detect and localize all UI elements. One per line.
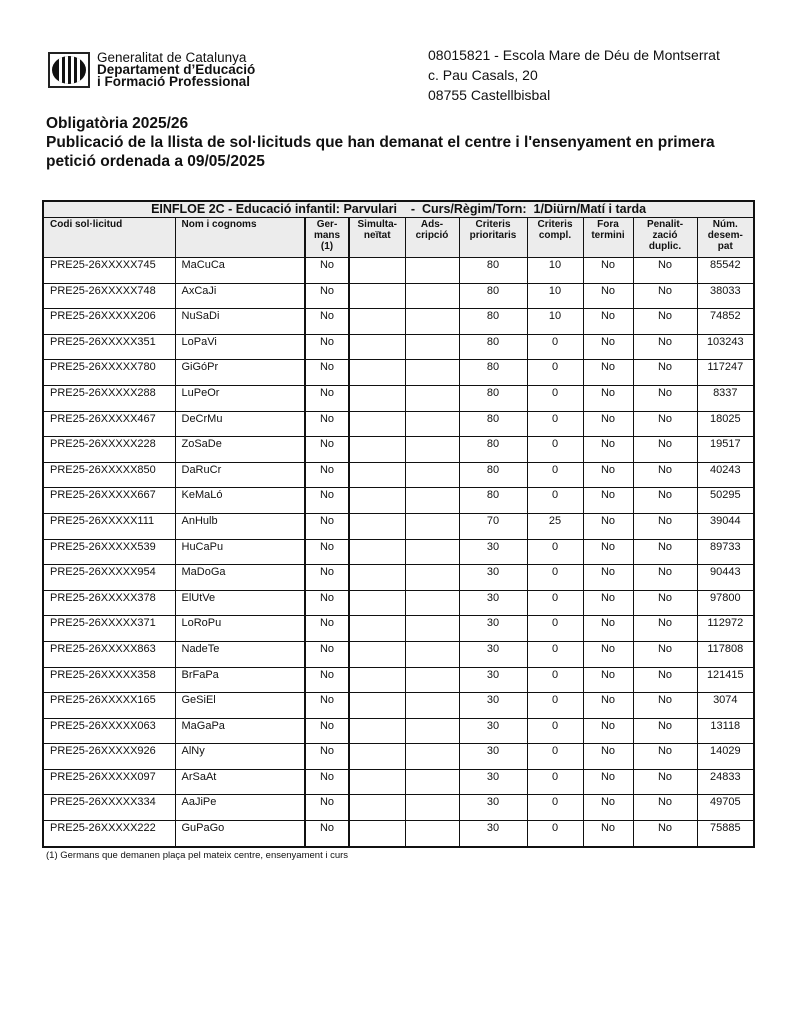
cell-germans: No <box>305 385 349 411</box>
cell-germans: No <box>305 488 349 514</box>
cell-codi: PRE25-26XXXXX748 <box>43 283 175 309</box>
cell-criteris-prioritaris: 70 <box>459 513 527 539</box>
cell-criteris-compl: 0 <box>527 437 583 463</box>
group-title: EINFLOE 2C - Educació infantil: Parvulari - Curs/Règim/Torn: 1/Diürn/Matí i tarda <box>43 201 754 218</box>
cell-penalitzacio: No <box>633 513 697 539</box>
cell-criteris-prioritaris: 30 <box>459 565 527 591</box>
table-row <box>43 718 754 744</box>
cell-criteris-compl: 10 <box>527 309 583 335</box>
cell-penalitzacio: No <box>633 821 697 847</box>
cell-adscripcio <box>405 283 459 309</box>
cell-germans: No <box>305 258 349 284</box>
cell-germans: No <box>305 437 349 463</box>
cell-adscripcio <box>405 693 459 719</box>
title-line-1: Obligatòria 2025/26 <box>46 115 189 132</box>
applications-table <box>42 200 755 848</box>
cell-germans: No <box>305 283 349 309</box>
cell-criteris-compl: 0 <box>527 334 583 360</box>
table-row <box>43 258 754 284</box>
cell-simultaneitat <box>349 616 405 642</box>
cell-codi: PRE25-26XXXXX667 <box>43 488 175 514</box>
cell-simultaneitat <box>349 258 405 284</box>
cell-num-desempat: 38033 <box>697 283 754 309</box>
cell-germans: No <box>305 539 349 565</box>
cell-criteris-prioritaris: 30 <box>459 769 527 795</box>
cell-penalitzacio: No <box>633 565 697 591</box>
cell-penalitzacio: No <box>633 334 697 360</box>
cell-adscripcio <box>405 437 459 463</box>
cell-codi: PRE25-26XXXXX371 <box>43 616 175 642</box>
cell-nom: GiGóPr <box>175 360 305 386</box>
cell-germans: No <box>305 795 349 821</box>
cell-criteris-prioritaris: 80 <box>459 411 527 437</box>
cell-fora-termini: No <box>583 437 633 463</box>
cell-penalitzacio: No <box>633 437 697 463</box>
cell-adscripcio <box>405 667 459 693</box>
column-header-fora-termini: Fora termini <box>583 218 633 258</box>
cell-codi: PRE25-26XXXXX745 <box>43 258 175 284</box>
cell-fora-termini: No <box>583 539 633 565</box>
cell-num-desempat: 13118 <box>697 718 754 744</box>
cell-codi: PRE25-26XXXXX165 <box>43 693 175 719</box>
cell-germans: No <box>305 462 349 488</box>
cell-nom: DeCrMu <box>175 411 305 437</box>
cell-nom: BrFaPa <box>175 667 305 693</box>
cell-fora-termini: No <box>583 641 633 667</box>
cell-criteris-compl: 0 <box>527 667 583 693</box>
cell-adscripcio <box>405 462 459 488</box>
cell-fora-termini: No <box>583 565 633 591</box>
cell-criteris-prioritaris: 80 <box>459 385 527 411</box>
cell-nom: AnHulb <box>175 513 305 539</box>
table-row <box>43 667 754 693</box>
cell-nom: LuPeOr <box>175 385 305 411</box>
cell-criteris-compl: 0 <box>527 821 583 847</box>
cell-fora-termini: No <box>583 309 633 335</box>
cell-germans: No <box>305 360 349 386</box>
cell-nom: GeSiEl <box>175 693 305 719</box>
table-row <box>43 693 754 719</box>
cell-fora-termini: No <box>583 283 633 309</box>
table-row <box>43 539 754 565</box>
cell-criteris-prioritaris: 30 <box>459 795 527 821</box>
table-row <box>43 309 754 335</box>
column-header-num-desempat: Núm. desem- pat <box>697 218 754 258</box>
column-header-simultaneitat: Simulta- neïtat <box>349 218 405 258</box>
cell-num-desempat: 3074 <box>697 693 754 719</box>
cell-criteris-prioritaris: 80 <box>459 309 527 335</box>
cell-penalitzacio: No <box>633 411 697 437</box>
cell-adscripcio <box>405 795 459 821</box>
cell-codi: PRE25-26XXXXX926 <box>43 744 175 770</box>
cell-criteris-prioritaris: 80 <box>459 258 527 284</box>
cell-penalitzacio: No <box>633 667 697 693</box>
cell-codi: PRE25-26XXXXX228 <box>43 437 175 463</box>
cell-adscripcio <box>405 258 459 284</box>
cell-adscripcio <box>405 385 459 411</box>
cell-fora-termini: No <box>583 821 633 847</box>
cell-germans: No <box>305 693 349 719</box>
cell-fora-termini: No <box>583 795 633 821</box>
table-row <box>43 769 754 795</box>
cell-criteris-prioritaris: 30 <box>459 641 527 667</box>
cell-germans: No <box>305 309 349 335</box>
cell-nom: NuSaDi <box>175 309 305 335</box>
school-street: c. Pau Casals, 20 <box>428 67 538 83</box>
cell-adscripcio <box>405 309 459 335</box>
cell-codi: PRE25-26XXXXX111 <box>43 513 175 539</box>
table-row <box>43 488 754 514</box>
cell-num-desempat: 90443 <box>697 565 754 591</box>
column-header-adscripcio: Ads- cripció <box>405 218 459 258</box>
cell-criteris-compl: 10 <box>527 258 583 284</box>
table-row <box>43 590 754 616</box>
cell-criteris-prioritaris: 80 <box>459 437 527 463</box>
cell-criteris-compl: 0 <box>527 693 583 719</box>
cell-penalitzacio: No <box>633 590 697 616</box>
cell-simultaneitat <box>349 309 405 335</box>
generalitat-logo <box>48 52 255 88</box>
cell-simultaneitat <box>349 513 405 539</box>
cell-simultaneitat <box>349 488 405 514</box>
cell-penalitzacio: No <box>633 641 697 667</box>
cell-germans: No <box>305 590 349 616</box>
cell-simultaneitat <box>349 590 405 616</box>
table-row <box>43 411 754 437</box>
cell-germans: No <box>305 565 349 591</box>
cell-adscripcio <box>405 821 459 847</box>
cell-simultaneitat <box>349 437 405 463</box>
cell-nom: MaGaPa <box>175 718 305 744</box>
applications-table-container <box>42 200 753 848</box>
cell-criteris-compl: 0 <box>527 565 583 591</box>
cell-penalitzacio: No <box>633 718 697 744</box>
cell-adscripcio <box>405 411 459 437</box>
cell-num-desempat: 85542 <box>697 258 754 284</box>
cell-num-desempat: 14029 <box>697 744 754 770</box>
cell-num-desempat: 75885 <box>697 821 754 847</box>
cell-criteris-prioritaris: 80 <box>459 360 527 386</box>
table-row <box>43 283 754 309</box>
cell-nom: ArSaAt <box>175 769 305 795</box>
school-address <box>428 45 720 105</box>
cell-fora-termini: No <box>583 513 633 539</box>
cell-simultaneitat <box>349 411 405 437</box>
cell-criteris-prioritaris: 30 <box>459 539 527 565</box>
cell-criteris-compl: 0 <box>527 795 583 821</box>
cell-criteris-compl: 25 <box>527 513 583 539</box>
cell-num-desempat: 97800 <box>697 590 754 616</box>
cell-codi: PRE25-26XXXXX954 <box>43 565 175 591</box>
cell-simultaneitat <box>349 283 405 309</box>
cell-num-desempat: 89733 <box>697 539 754 565</box>
column-header-criteris-prioritaris: Criteris prioritaris <box>459 218 527 258</box>
table-row <box>43 616 754 642</box>
logo-line-1: Generalitat de Catalunya <box>97 50 247 65</box>
cell-fora-termini: No <box>583 334 633 360</box>
cell-germans: No <box>305 821 349 847</box>
cell-simultaneitat <box>349 718 405 744</box>
cell-criteris-compl: 0 <box>527 539 583 565</box>
cell-codi: PRE25-26XXXXX351 <box>43 334 175 360</box>
column-header-germans: Ger- mans (1) <box>305 218 349 258</box>
cell-criteris-prioritaris: 80 <box>459 488 527 514</box>
cell-penalitzacio: No <box>633 462 697 488</box>
cell-criteris-prioritaris: 80 <box>459 462 527 488</box>
cell-adscripcio <box>405 513 459 539</box>
cell-germans: No <box>305 513 349 539</box>
cell-fora-termini: No <box>583 769 633 795</box>
cell-codi: PRE25-26XXXXX222 <box>43 821 175 847</box>
cell-num-desempat: 18025 <box>697 411 754 437</box>
cell-adscripcio <box>405 718 459 744</box>
footnote: (1) Germans que demanen plaça pel mateix centre, ensenyament i curs <box>46 850 349 861</box>
cell-simultaneitat <box>349 693 405 719</box>
cell-num-desempat: 39044 <box>697 513 754 539</box>
cell-criteris-prioritaris: 30 <box>459 821 527 847</box>
cell-penalitzacio: No <box>633 360 697 386</box>
cell-simultaneitat <box>349 744 405 770</box>
cell-nom: NadeTe <box>175 641 305 667</box>
cell-fora-termini: No <box>583 360 633 386</box>
cell-criteris-prioritaris: 30 <box>459 590 527 616</box>
cell-fora-termini: No <box>583 667 633 693</box>
cell-criteris-compl: 10 <box>527 283 583 309</box>
cell-num-desempat: 74852 <box>697 309 754 335</box>
cell-codi: PRE25-26XXXXX780 <box>43 360 175 386</box>
cell-num-desempat: 24833 <box>697 769 754 795</box>
cell-simultaneitat <box>349 334 405 360</box>
cell-codi: PRE25-26XXXXX097 <box>43 769 175 795</box>
cell-fora-termini: No <box>583 718 633 744</box>
cell-num-desempat: 103243 <box>697 334 754 360</box>
table-row <box>43 360 754 386</box>
cell-codi: PRE25-26XXXXX863 <box>43 641 175 667</box>
cell-criteris-compl: 0 <box>527 411 583 437</box>
cell-penalitzacio: No <box>633 616 697 642</box>
cell-penalitzacio: No <box>633 693 697 719</box>
cell-adscripcio <box>405 641 459 667</box>
cell-fora-termini: No <box>583 693 633 719</box>
cell-num-desempat: 121415 <box>697 667 754 693</box>
column-header-nom: Nom i cognoms <box>175 218 305 258</box>
cell-fora-termini: No <box>583 411 633 437</box>
cell-germans: No <box>305 769 349 795</box>
column-header-criteris-compl: Criteris compl. <box>527 218 583 258</box>
cell-penalitzacio: No <box>633 283 697 309</box>
table-row <box>43 821 754 847</box>
cell-germans: No <box>305 616 349 642</box>
cell-nom: LoPaVi <box>175 334 305 360</box>
cell-simultaneitat <box>349 641 405 667</box>
cell-nom: DaRuCr <box>175 462 305 488</box>
cell-adscripcio <box>405 539 459 565</box>
cell-fora-termini: No <box>583 258 633 284</box>
table-row <box>43 744 754 770</box>
cell-nom: MaDoGa <box>175 565 305 591</box>
cell-criteris-compl: 0 <box>527 360 583 386</box>
table-row <box>43 513 754 539</box>
table-row <box>43 641 754 667</box>
cell-num-desempat: 8337 <box>697 385 754 411</box>
column-header-penalitzacio: Penalit- zació duplic. <box>633 218 697 258</box>
cell-criteris-prioritaris: 30 <box>459 744 527 770</box>
cell-penalitzacio: No <box>633 795 697 821</box>
cell-germans: No <box>305 718 349 744</box>
cell-criteris-compl: 0 <box>527 718 583 744</box>
cell-criteris-compl: 0 <box>527 385 583 411</box>
cell-codi: PRE25-26XXXXX378 <box>43 590 175 616</box>
cell-simultaneitat <box>349 667 405 693</box>
table-row <box>43 795 754 821</box>
table-row <box>43 462 754 488</box>
table-row <box>43 565 754 591</box>
cell-criteris-compl: 0 <box>527 641 583 667</box>
cell-nom: ZoSaDe <box>175 437 305 463</box>
cell-num-desempat: 50295 <box>697 488 754 514</box>
cell-adscripcio <box>405 334 459 360</box>
column-header-codi: Codi sol·licitud <box>43 218 175 258</box>
cell-criteris-prioritaris: 30 <box>459 667 527 693</box>
cell-fora-termini: No <box>583 744 633 770</box>
cell-penalitzacio: No <box>633 744 697 770</box>
table-row <box>43 437 754 463</box>
cell-germans: No <box>305 667 349 693</box>
cell-fora-termini: No <box>583 616 633 642</box>
title-line-2: Publicació de la llista de sol·licituds que han demanat el centre i l'ensenyament en primera <box>46 134 715 151</box>
cell-fora-termini: No <box>583 385 633 411</box>
cell-penalitzacio: No <box>633 769 697 795</box>
table-body <box>43 258 754 847</box>
cell-num-desempat: 40243 <box>697 462 754 488</box>
cell-nom: HuCaPu <box>175 539 305 565</box>
cell-criteris-prioritaris: 30 <box>459 616 527 642</box>
cell-adscripcio <box>405 488 459 514</box>
cell-penalitzacio: No <box>633 309 697 335</box>
cell-fora-termini: No <box>583 590 633 616</box>
cell-num-desempat: 117247 <box>697 360 754 386</box>
cell-simultaneitat <box>349 565 405 591</box>
title-line-3: petició ordenada a 09/05/2025 <box>46 153 265 170</box>
cell-nom: GuPaGo <box>175 821 305 847</box>
cell-nom: MaCuCa <box>175 258 305 284</box>
cell-germans: No <box>305 334 349 360</box>
table-row <box>43 385 754 411</box>
cell-nom: AaJiPe <box>175 795 305 821</box>
cell-criteris-compl: 0 <box>527 744 583 770</box>
cell-criteris-compl: 0 <box>527 590 583 616</box>
cell-penalitzacio: No <box>633 258 697 284</box>
school-name: 08015821 - Escola Mare de Déu de Montserrat <box>428 47 720 63</box>
cell-nom: AxCaJi <box>175 283 305 309</box>
cell-adscripcio <box>405 590 459 616</box>
cell-simultaneitat <box>349 769 405 795</box>
cell-codi: PRE25-26XXXXX288 <box>43 385 175 411</box>
cell-num-desempat: 19517 <box>697 437 754 463</box>
cell-germans: No <box>305 744 349 770</box>
cell-codi: PRE25-26XXXXX358 <box>43 667 175 693</box>
school-city: 08755 Castellbisbal <box>428 87 551 103</box>
cell-criteris-prioritaris: 30 <box>459 718 527 744</box>
cell-criteris-compl: 0 <box>527 616 583 642</box>
cell-fora-termini: No <box>583 488 633 514</box>
cell-germans: No <box>305 411 349 437</box>
header-row <box>43 218 754 258</box>
cell-adscripcio <box>405 769 459 795</box>
cell-criteris-compl: 0 <box>527 488 583 514</box>
cell-num-desempat: 117808 <box>697 641 754 667</box>
document-title <box>46 114 715 171</box>
cell-adscripcio <box>405 744 459 770</box>
logo-line-2: Departament d’Educació <box>97 62 256 77</box>
cell-simultaneitat <box>349 539 405 565</box>
cell-codi: PRE25-26XXXXX334 <box>43 795 175 821</box>
table-row <box>43 334 754 360</box>
cell-criteris-prioritaris: 30 <box>459 693 527 719</box>
logo-line-3: i Formació Professional <box>97 74 251 89</box>
cell-nom: LoRoPu <box>175 616 305 642</box>
cell-simultaneitat <box>349 360 405 386</box>
cell-penalitzacio: No <box>633 385 697 411</box>
cell-criteris-compl: 0 <box>527 769 583 795</box>
logo-text <box>97 52 255 88</box>
cell-codi: PRE25-26XXXXX850 <box>43 462 175 488</box>
cell-simultaneitat <box>349 385 405 411</box>
cell-simultaneitat <box>349 462 405 488</box>
cell-num-desempat: 112972 <box>697 616 754 642</box>
cell-nom: ElUtVe <box>175 590 305 616</box>
cell-penalitzacio: No <box>633 539 697 565</box>
cell-adscripcio <box>405 565 459 591</box>
cell-adscripcio <box>405 616 459 642</box>
cell-simultaneitat <box>349 821 405 847</box>
cell-codi: PRE25-26XXXXX063 <box>43 718 175 744</box>
cell-codi: PRE25-26XXXXX206 <box>43 309 175 335</box>
cell-num-desempat: 49705 <box>697 795 754 821</box>
cell-nom: AlNy <box>175 744 305 770</box>
cell-criteris-prioritaris: 80 <box>459 283 527 309</box>
cell-simultaneitat <box>349 795 405 821</box>
cell-nom: KeMaLó <box>175 488 305 514</box>
cell-adscripcio <box>405 360 459 386</box>
cell-criteris-prioritaris: 80 <box>459 334 527 360</box>
cell-codi: PRE25-26XXXXX467 <box>43 411 175 437</box>
cell-codi: PRE25-26XXXXX539 <box>43 539 175 565</box>
cell-fora-termini: No <box>583 462 633 488</box>
cell-criteris-compl: 0 <box>527 462 583 488</box>
cell-penalitzacio: No <box>633 488 697 514</box>
cell-germans: No <box>305 641 349 667</box>
generalitat-senyera-icon <box>48 52 90 88</box>
